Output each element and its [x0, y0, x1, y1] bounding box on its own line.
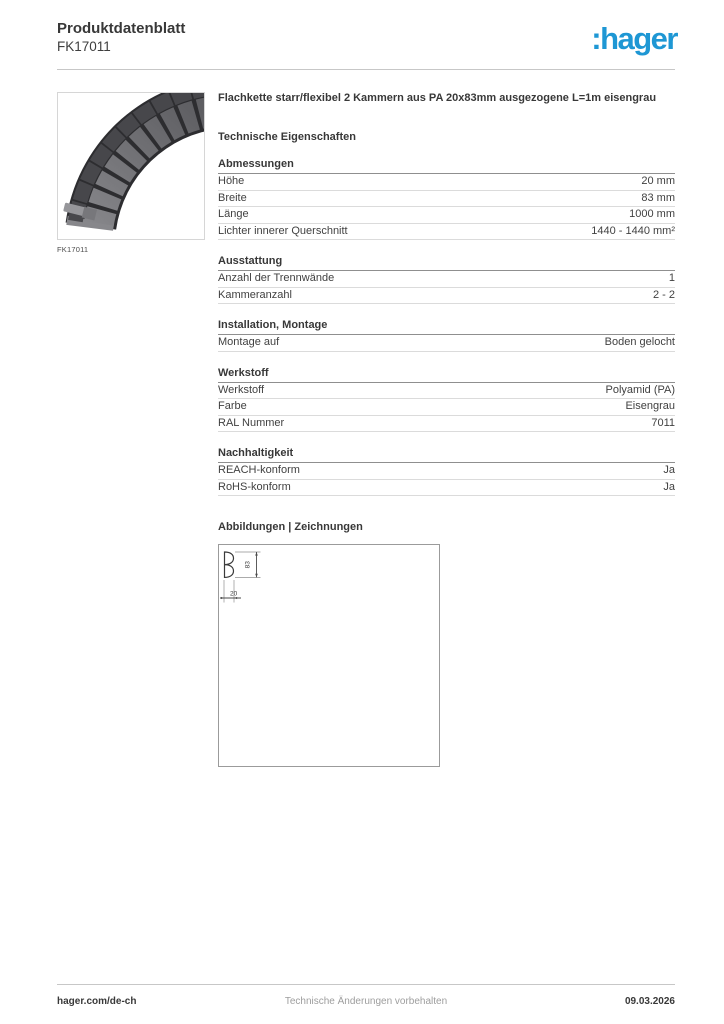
spec-row: [218, 480, 675, 497]
spec-row: [218, 335, 675, 352]
spec-row: [218, 207, 675, 224]
dim-height-label: 83: [244, 561, 252, 569]
spec-sections: [218, 158, 675, 496]
product-reference: FK17011: [57, 39, 111, 54]
drawing-box: [218, 544, 440, 767]
spec-label: Farbe: [218, 400, 247, 412]
spec-value: Boden gelocht: [604, 336, 675, 348]
product-figure: [57, 92, 205, 240]
spec-row: [218, 224, 675, 241]
spec-value: 20 mm: [641, 175, 675, 187]
spec-value: 1000 mm: [629, 208, 675, 220]
spec-label: Anzahl der Trennwände: [218, 272, 335, 284]
section-heading: Werkstoff: [218, 367, 675, 383]
spec-label: Kammeranzahl: [218, 288, 292, 301]
spec-section-4: [218, 447, 675, 496]
cross-section-drawing: [219, 545, 439, 766]
spec-label: Breite: [218, 191, 247, 204]
footer-date: 09.03.2026: [624, 996, 675, 1007]
spec-row: [218, 288, 675, 305]
spec-label: Werkstoff: [218, 383, 265, 396]
spec-label: Höhe: [218, 175, 245, 187]
spec-section-1: [218, 255, 675, 304]
footer-notice: Technische Änderungen vorbehalten: [284, 996, 448, 1007]
spec-value: 2 - 2: [652, 288, 675, 301]
spec-section-0: [218, 158, 675, 240]
figure-caption: FK17011: [57, 245, 89, 254]
spec-column: [218, 92, 675, 767]
document-type: Produktdatenblatt: [57, 20, 186, 37]
spec-label: Länge: [218, 208, 249, 220]
product-title: Flachkette starr/flexibel 2 Kammern aus PA 20x83mm ausgezogene L=1m eisengrau: [218, 92, 657, 104]
tech-properties-heading: Technische Eigenschaften: [218, 131, 356, 143]
spec-value: 7011: [651, 416, 675, 429]
dim-width-label: 20: [230, 590, 238, 598]
spec-row: [218, 399, 675, 416]
spec-row: [218, 383, 675, 400]
spec-section-3: [218, 367, 675, 433]
spec-row: [218, 191, 675, 208]
spec-row: [218, 416, 675, 433]
drawings-heading: Abbildungen | Zeichnungen: [218, 521, 363, 533]
section-heading: Installation, Montage: [218, 319, 675, 335]
spec-value: 1: [668, 272, 675, 284]
spec-value: Ja: [663, 480, 675, 493]
spec-row: [218, 463, 675, 480]
spec-label: RAL Nummer: [218, 416, 285, 429]
hager-logo: :hager: [591, 21, 677, 56]
spec-row: [218, 271, 675, 288]
section-heading: Nachhaltigkeit: [218, 447, 675, 463]
spec-value: 83 mm: [641, 191, 675, 204]
spec-label: Montage auf: [218, 336, 280, 348]
page-header: [57, 20, 675, 70]
spec-row: [218, 174, 675, 191]
page-footer: [57, 984, 675, 1007]
spec-value: Eisengrau: [625, 400, 675, 412]
section-heading: Abmessungen: [218, 158, 675, 174]
cable-chain-photo: [58, 93, 204, 239]
spec-value: Polyamid (PA): [605, 383, 675, 396]
spec-value: Ja: [663, 464, 675, 476]
spec-section-2: [218, 319, 675, 352]
profile-outline: [225, 552, 234, 577]
product-image-column: [57, 92, 209, 254]
spec-label: Lichter innerer Querschnitt: [218, 224, 348, 237]
spec-label: RoHS-konform: [218, 480, 291, 493]
spec-label: REACH-konform: [218, 464, 300, 476]
footer-website-link: hager.com/de-ch: [57, 996, 137, 1007]
section-heading: Ausstattung: [218, 255, 675, 271]
spec-value: 1440 - 1440 mm²: [591, 224, 675, 237]
